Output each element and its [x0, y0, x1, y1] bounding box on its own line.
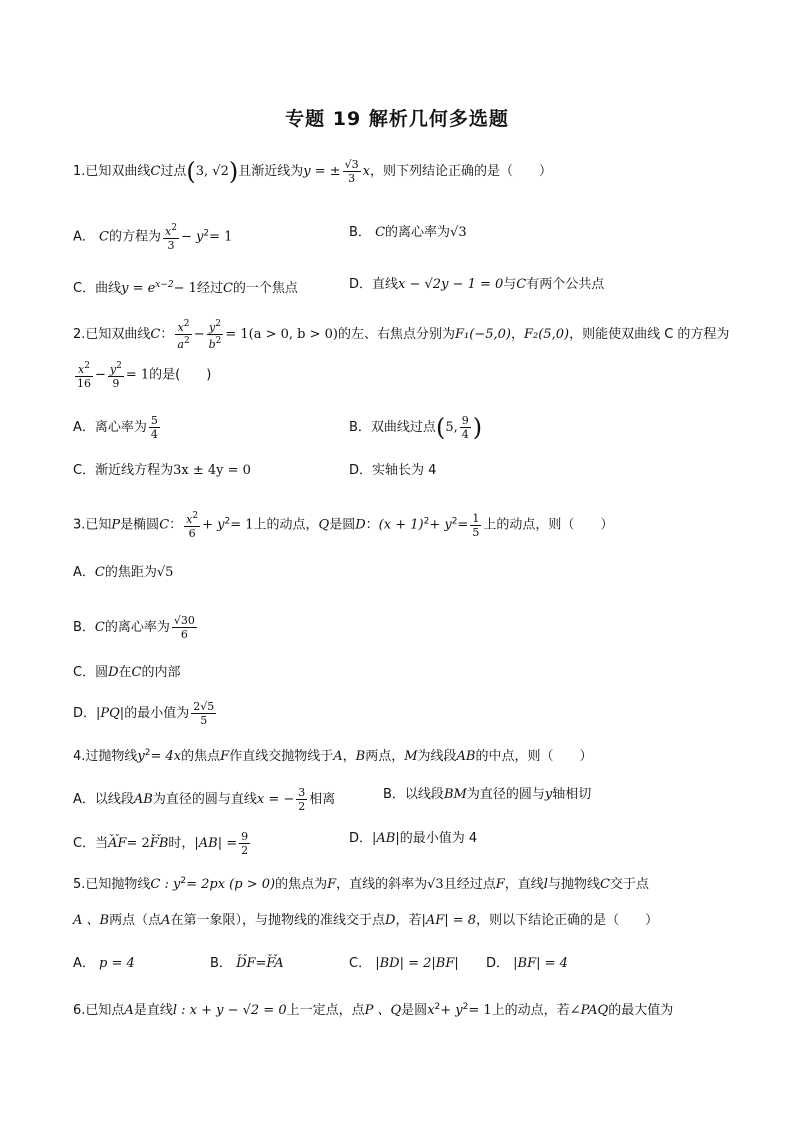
question-2-option-d: D．实轴长为 4 — [349, 463, 437, 478]
question-3-stem: 3.已知P是椭圆C： $\frac{x^2}{6}$ + $y^2= 1$上的动点，Q是圆D：$(x + 1)^2+ y^2=$ $\frac{1}{5}$ 上的动点，则（ ） — [73, 511, 614, 540]
question-4-option-c: C．当⌄⌄ AF= 2⌄⌄ FB时，|AB| = $\frac{9}{2}$ — [73, 830, 252, 857]
question-5-option-c: C． |BD| = 2|BF| — [349, 956, 459, 971]
question-4-option-d: D．|AB|的最小值为 4 — [349, 831, 478, 846]
question-5-option-a: A． p = 4 — [73, 956, 135, 971]
question-1-option-d: D．直线x − √2y − 1 = 0与C有两个公共点 — [349, 277, 605, 292]
question-5-stem: 5.已知抛物线C : $y^2= 2px$ (p > 0)的焦点为F，直线的斜率为√3且经过点F，直线l与抛物线C交于点 — [73, 876, 649, 892]
question-1-stem: 1.已知双曲线C过点(3, √2)且渐近线为y = ± $\frac{√3}{3}$ x，则下列结论正确的是（ ） — [73, 157, 553, 186]
question-1-option-a: A． C的方程为 $\frac{x^2}{3}$ − $y^2= 1$ — [73, 223, 233, 252]
question-6-stem: 6.已知点A是直线l : x + y − √2 = 0上一定点，点P 、Q是圆$x^2+ y^2= 1$上的动点，若∠PAQ的最大值为 — [73, 1002, 674, 1018]
question-2-option-c: C．渐近线方程为3x ± 4y = 0 — [73, 463, 251, 478]
question-2-stem: 2.已知双曲线C： $\frac{x^2}{a^2}$ − $\frac{y^2}{b^2}$ = 1(a > 0, b > 0)的左、右焦点分别为F₁(−5,0)，F₂(5,0)，则能使双曲线 C 的方程为 — [73, 319, 730, 351]
question-5-stem-cont: A 、B两点（点A在第一象限），与抛物线的准线交于点D，若|AF| = 8，则以下结论正确的是（ ） — [73, 913, 659, 928]
question-3-option-c: C．圆D在C的内部 — [73, 665, 181, 680]
question-3-option-b: B．C的离心率为 $\frac{√30}{6}$ — [73, 614, 195, 641]
question-5-option-d: D． |BF| = 4 — [486, 956, 568, 971]
question-2-option-b: B．双曲线过点(5, $\frac{9}{4}$ ) — [349, 413, 483, 442]
question-4-option-b: B．以线段BM为直径的圆与y轴相切 — [383, 787, 592, 802]
page-title: 专题 19 解析几何多选题 — [285, 108, 509, 130]
question-1-option-c: C．曲线$y = e^{x-2}- 1$经过C的一个焦点 — [73, 280, 298, 296]
question-2-stem-cont: $\frac{x^2}{16}$ − $\frac{y^2}{9}$ = 1的是( ) — [77, 361, 212, 390]
question-3-option-d: D．|PQ|的最小值为 $\frac{2√5}{5}$ — [73, 700, 215, 727]
question-1-option-b: B． C的离心率为√3 — [349, 225, 467, 240]
question-2-option-a: A．离心率为 $\frac{5}{4}$ — [73, 414, 158, 441]
question-5-option-b: B． ⌄⌄ DF=⌄⌄ FA — [210, 955, 284, 973]
question-4-stem: 4.过抛物线$y^2= 4x$的焦点F作直线交抛物线于A，B两点，M为线段AB的中点，则（ ） — [73, 748, 593, 764]
question-3-option-a: A．C的焦距为√5 — [73, 565, 174, 580]
question-4-option-a: A．以线段AB为直径的圆与直线x = − $\frac{3}{2}$ 相离 — [73, 786, 336, 813]
